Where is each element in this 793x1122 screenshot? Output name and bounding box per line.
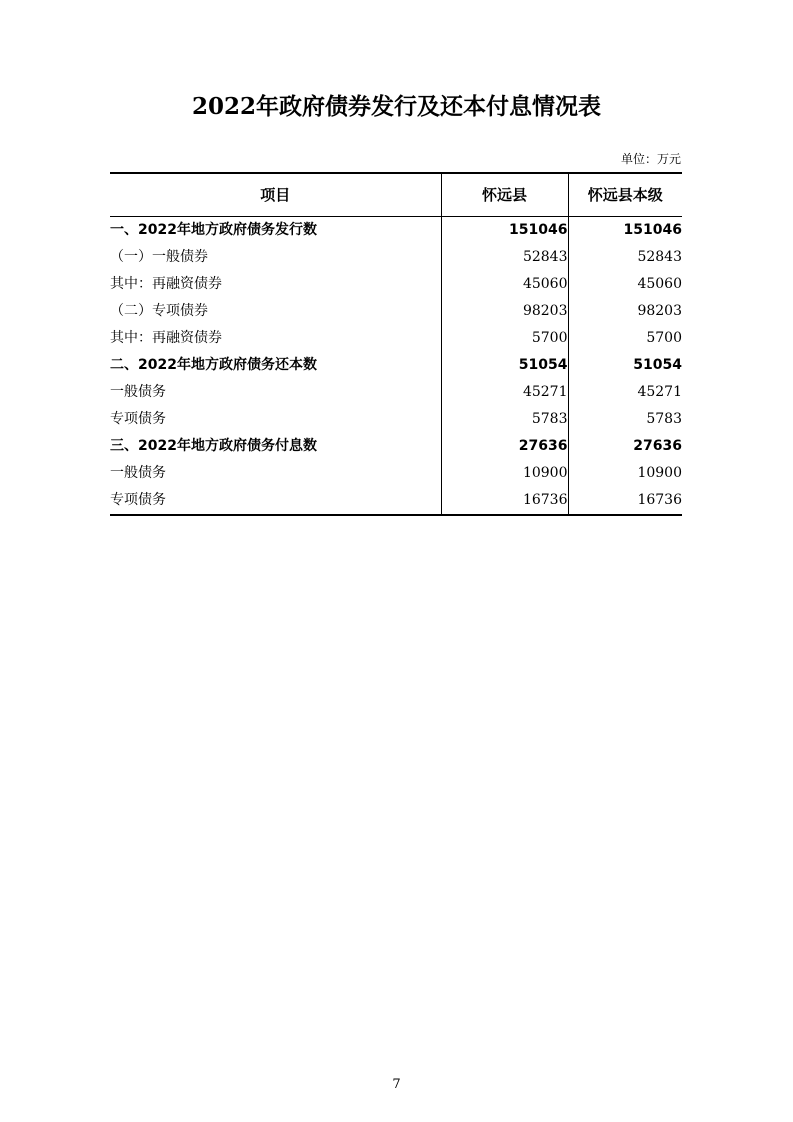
row-value-county-level: 16736 (568, 487, 682, 515)
table-row-issuance-total (110, 217, 682, 245)
row-value-county: 10900 (441, 460, 568, 487)
row-value-county-level: 98203 (568, 298, 682, 325)
row-label: 专项债务 (110, 411, 166, 427)
row-value-county: 151046 (441, 217, 568, 245)
row-label: 专项债务 (110, 487, 441, 515)
unit-label: 单位：万元 (620, 152, 681, 166)
row-value-county-level: 45271 (568, 379, 682, 406)
row-value-county-level: 51054 (568, 352, 682, 379)
row-label: 其中：再融资债券 (110, 330, 222, 346)
table-row-repayment-general (110, 379, 682, 406)
row-value-county: 98203 (441, 298, 568, 325)
row-value-county-level: 52843 (568, 244, 682, 271)
row-value-county-level: 10900 (568, 460, 682, 487)
header-item: 项目 (110, 173, 441, 217)
row-label: （一）一般债券 (110, 249, 208, 265)
row-value-county: 52843 (441, 244, 568, 271)
row-value-county: 16736 (441, 487, 568, 515)
row-label: 其中：再融资债券 (110, 276, 222, 292)
table-row-repayment-special (110, 406, 682, 433)
row-value-county: 51054 (441, 352, 568, 379)
table-row-general-bonds (110, 244, 682, 271)
row-label: 一般债务 (110, 465, 166, 481)
table-row-special-refinancing (110, 325, 682, 352)
row-value-county-level: 45060 (568, 271, 682, 298)
row-value-county-level: 27636 (568, 433, 682, 460)
page-title: 2022年政府债券发行及还本付息情况表 (191, 93, 601, 120)
row-label: 三、2022年地方政府债务付息数 (110, 438, 317, 454)
table-row-interest-special (110, 487, 682, 515)
table-header-row (110, 173, 682, 217)
table-row-repayment-total (110, 352, 682, 379)
row-label: 一、2022年地方政府债务发行数 (110, 222, 317, 238)
row-label: 一般债务 (110, 384, 166, 400)
row-label: （二）专项债券 (110, 303, 208, 319)
table-row-special-bonds (110, 298, 682, 325)
row-value-county-level: 5783 (568, 406, 682, 433)
row-value-county-level: 5700 (568, 325, 682, 352)
debt-table (110, 172, 682, 516)
row-value-county: 45060 (441, 271, 568, 298)
header-county-level: 怀远县本级 (568, 173, 682, 217)
table-row-interest-general (110, 460, 682, 487)
table-row-general-refinancing (110, 271, 682, 298)
row-value-county: 5700 (441, 325, 568, 352)
row-label: 二、2022年地方政府债务还本数 (110, 357, 317, 373)
table-row-interest-total (110, 433, 682, 460)
row-value-county: 27636 (441, 433, 568, 460)
header-county: 怀远县 (441, 173, 568, 217)
row-value-county: 45271 (441, 379, 568, 406)
page-number: 7 (392, 1077, 401, 1092)
row-value-county: 5783 (441, 406, 568, 433)
row-value-county-level: 151046 (568, 217, 682, 245)
